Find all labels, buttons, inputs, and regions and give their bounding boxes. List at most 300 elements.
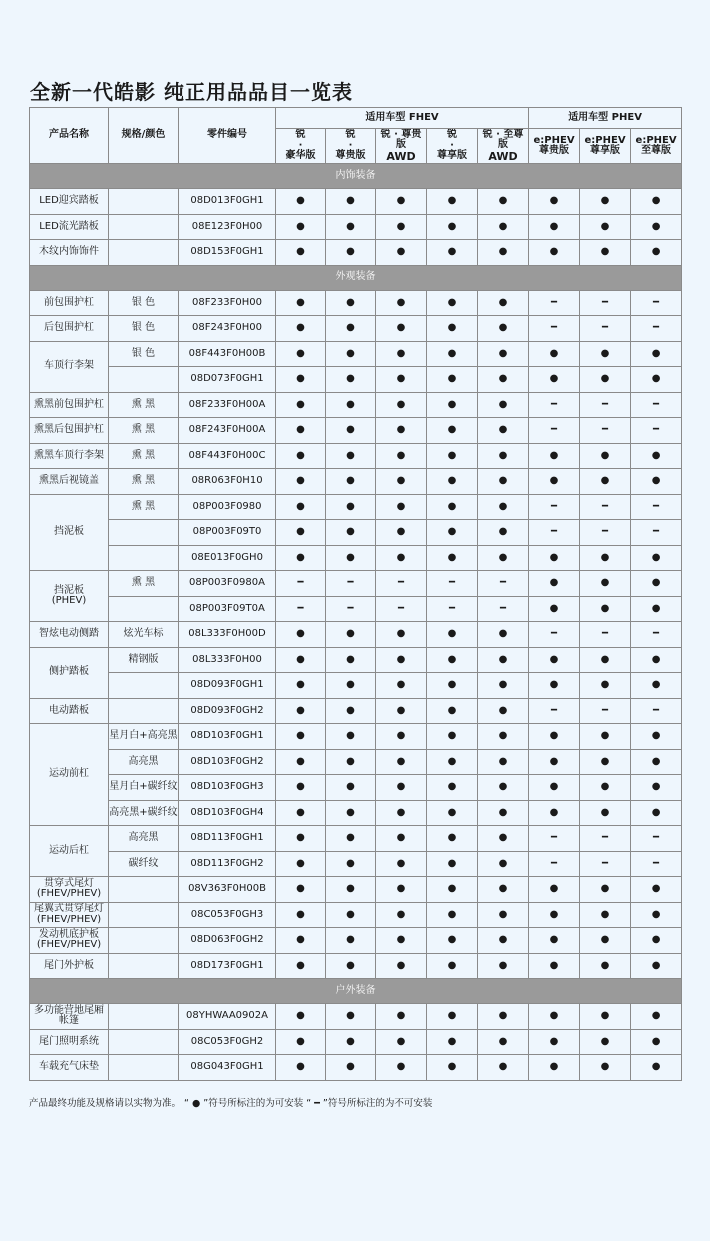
installable-dot: ● xyxy=(376,851,427,877)
part-number-cell: 08F243F0H00 xyxy=(179,316,276,342)
installable-dot: ● xyxy=(529,749,580,775)
installable-dot: ● xyxy=(276,545,326,571)
installable-dot: ● xyxy=(478,240,529,266)
installable-dot: ● xyxy=(631,214,682,240)
header-spec-color: 规格/颜色 xyxy=(109,108,179,164)
installable-dot: ● xyxy=(376,290,427,316)
spec-color-cell xyxy=(109,1029,179,1055)
installable-dot: ● xyxy=(326,647,376,673)
installable-dot: ● xyxy=(376,316,427,342)
header-model-line: 至尊版 xyxy=(641,145,672,156)
installable-dot: ● xyxy=(529,800,580,826)
table-row xyxy=(30,851,682,877)
installable-dot: ● xyxy=(529,214,580,240)
part-number-cell: 08D013F0GH1 xyxy=(179,189,276,215)
part-number-cell: 08G043F0GH1 xyxy=(179,1055,276,1081)
table-row xyxy=(30,877,682,903)
header-model-line: 锐 xyxy=(295,129,306,141)
installable-dot: ● xyxy=(276,749,326,775)
product-name-line: (FHEV/PHEV) xyxy=(36,913,102,925)
installable-dot: ● xyxy=(326,443,376,469)
installable-dot: ● xyxy=(276,647,326,673)
part-number-cell: 08P003F0980 xyxy=(179,494,276,520)
installable-dot: ● xyxy=(478,341,529,367)
installable-dot: ● xyxy=(326,953,376,979)
product-name-cell: 运动前杠 xyxy=(30,724,109,826)
spec-color-cell xyxy=(109,545,179,571)
table-row xyxy=(30,367,682,393)
table-row xyxy=(30,647,682,673)
category-row xyxy=(30,979,682,1004)
installable-dot: ● xyxy=(276,953,326,979)
installable-dot: ● xyxy=(427,240,478,266)
spec-color-cell xyxy=(109,240,179,266)
installable-dot: ● xyxy=(376,826,427,852)
installable-dot: ● xyxy=(427,392,478,418)
part-number-cell: 08D093F0GH1 xyxy=(179,673,276,699)
installable-dot: ● xyxy=(529,443,580,469)
product-name-cell xyxy=(30,902,109,928)
spec-color-cell: 熏 黑 xyxy=(109,418,179,444)
installable-dot: ● xyxy=(427,826,478,852)
installable-dot: ● xyxy=(478,800,529,826)
product-name-cell: 尾门照明系统 xyxy=(30,1029,109,1055)
installable-dot: ● xyxy=(326,724,376,750)
not-installable-dash: ━ xyxy=(631,494,682,520)
installable-dot: ● xyxy=(276,1029,326,1055)
installable-dot: ● xyxy=(580,469,631,495)
header-model-7 xyxy=(580,129,631,164)
table-row xyxy=(30,596,682,622)
installable-dot: ● xyxy=(631,1004,682,1030)
installable-dot: ● xyxy=(276,469,326,495)
installable-dot: ● xyxy=(580,953,631,979)
category-row xyxy=(30,265,682,290)
installable-dot: ● xyxy=(478,902,529,928)
header-model-line: AWD xyxy=(386,149,416,163)
installable-dot: ● xyxy=(326,1004,376,1030)
product-name-cell xyxy=(30,928,109,954)
table-row xyxy=(30,545,682,571)
product-name-line: (FHEV/PHEV) xyxy=(36,888,102,900)
part-number-cell: 08YHWAA0902A xyxy=(179,1004,276,1030)
installable-dot: ● xyxy=(478,1004,529,1030)
installable-dot: ● xyxy=(376,877,427,903)
installable-dot: ● xyxy=(478,673,529,699)
part-number-cell: 08E123F0H00 xyxy=(179,214,276,240)
header-model-line: 豪华版 xyxy=(285,150,316,162)
product-table xyxy=(29,107,682,1081)
installable-dot: ● xyxy=(631,1055,682,1081)
not-installable-dash: ━ xyxy=(580,392,631,418)
part-number-cell: 08F233F0H00 xyxy=(179,290,276,316)
table-row xyxy=(30,214,682,240)
installable-dot: ● xyxy=(276,800,326,826)
not-installable-dash: ━ xyxy=(529,392,580,418)
installable-dot: ● xyxy=(276,367,326,393)
installable-dot: ● xyxy=(427,341,478,367)
product-name-cell: 多功能营地尾厢帐篷 xyxy=(30,1004,109,1030)
installable-dot: ● xyxy=(478,520,529,546)
header-model-line: e:PHEV xyxy=(635,134,677,146)
not-installable-dash: ━ xyxy=(376,571,427,597)
installable-dot: ● xyxy=(376,902,427,928)
not-installable-dash: ━ xyxy=(427,571,478,597)
product-name-cell: 运动后杠 xyxy=(30,826,109,877)
spec-color-cell xyxy=(109,214,179,240)
spec-color-cell: 银 色 xyxy=(109,316,179,342)
spec-color-cell: 精钢版 xyxy=(109,647,179,673)
header-phev-group: 适用车型 PHEV xyxy=(529,108,682,129)
installable-dot: ● xyxy=(631,596,682,622)
installable-dot: ● xyxy=(580,1055,631,1081)
installable-dot: ● xyxy=(326,1029,376,1055)
part-number-cell: 08D103F0GH3 xyxy=(179,775,276,801)
installable-dot: ● xyxy=(276,189,326,215)
installable-dot: ● xyxy=(326,800,376,826)
not-installable-dash: ━ xyxy=(580,316,631,342)
installable-dot: ● xyxy=(276,214,326,240)
installable-dot: ● xyxy=(631,800,682,826)
header-model-line: · xyxy=(298,139,303,151)
part-number-cell: 08D173F0GH1 xyxy=(179,953,276,979)
not-installable-dash: ━ xyxy=(529,851,580,877)
installable-dot: ● xyxy=(376,341,427,367)
installable-dot: ● xyxy=(427,749,478,775)
installable-dot: ● xyxy=(427,1029,478,1055)
not-installable-dash: ━ xyxy=(529,622,580,648)
installable-dot: ● xyxy=(427,443,478,469)
header-model-6 xyxy=(529,129,580,164)
installable-dot: ● xyxy=(529,775,580,801)
part-number-cell: 08V363F0H00B xyxy=(179,877,276,903)
not-installable-dash: ━ xyxy=(529,494,580,520)
installable-dot: ● xyxy=(326,392,376,418)
header-model-3 xyxy=(376,129,427,164)
installable-dot: ● xyxy=(631,749,682,775)
installable-dot: ● xyxy=(478,622,529,648)
product-name-line: (PHEV) xyxy=(51,595,87,606)
header-model-line: 尊享版 xyxy=(437,150,467,162)
installable-dot: ● xyxy=(427,290,478,316)
part-number-cell: 08R063F0H10 xyxy=(179,469,276,495)
part-number-cell: 08D063F0GH2 xyxy=(179,928,276,954)
installable-dot: ● xyxy=(276,290,326,316)
installable-dot: ● xyxy=(276,851,326,877)
installable-dot: ● xyxy=(427,647,478,673)
header-model-5 xyxy=(478,129,529,164)
not-installable-dash: ━ xyxy=(580,851,631,877)
part-number-cell: 08F443F0H00B xyxy=(179,341,276,367)
spec-color-cell xyxy=(109,902,179,928)
not-installable-dash: ━ xyxy=(580,290,631,316)
not-installable-dash: ━ xyxy=(478,596,529,622)
installable-dot: ● xyxy=(276,622,326,648)
product-name-cell: LED迎宾踏板 xyxy=(30,189,109,215)
installable-dot: ● xyxy=(376,1055,427,1081)
installable-dot: ● xyxy=(326,418,376,444)
table-row xyxy=(30,418,682,444)
installable-dot: ● xyxy=(427,953,478,979)
installable-dot: ● xyxy=(631,1029,682,1055)
installable-dot: ● xyxy=(580,902,631,928)
installable-dot: ● xyxy=(529,1004,580,1030)
installable-dot: ● xyxy=(376,749,427,775)
not-installable-dash: ━ xyxy=(326,571,376,597)
table-row xyxy=(30,443,682,469)
part-number-cell: 08F443F0H00C xyxy=(179,443,276,469)
installable-dot: ● xyxy=(631,341,682,367)
part-number-cell: 08P003F0980A xyxy=(179,571,276,597)
header-model-1 xyxy=(276,129,326,164)
product-name-cell: 前包围护杠 xyxy=(30,290,109,316)
installable-dot: ● xyxy=(631,240,682,266)
part-number-cell: 08L333F0H00D xyxy=(179,622,276,648)
spec-color-cell xyxy=(109,520,179,546)
installable-dot: ● xyxy=(427,673,478,699)
product-name-cell xyxy=(30,877,109,903)
not-installable-dash: ━ xyxy=(631,622,682,648)
product-name-cell: 木纹内饰饰件 xyxy=(30,240,109,266)
installable-dot: ● xyxy=(580,545,631,571)
not-installable-dash: ━ xyxy=(529,520,580,546)
installable-dot: ● xyxy=(326,214,376,240)
installable-dot: ● xyxy=(529,877,580,903)
table-row xyxy=(30,392,682,418)
spec-color-cell: 熏 黑 xyxy=(109,443,179,469)
spec-color-cell xyxy=(109,1055,179,1081)
installable-dot: ● xyxy=(478,698,529,724)
part-number-cell: 08D103F0GH1 xyxy=(179,724,276,750)
part-number-cell: 08D093F0GH2 xyxy=(179,698,276,724)
table-row xyxy=(30,953,682,979)
installable-dot: ● xyxy=(376,494,427,520)
installable-dot: ● xyxy=(631,928,682,954)
table-row xyxy=(30,928,682,954)
installable-dot: ● xyxy=(276,1055,326,1081)
product-name-cell xyxy=(30,571,109,622)
header-part-number: 零件编号 xyxy=(179,108,276,164)
not-installable-dash: ━ xyxy=(326,596,376,622)
product-name-line: (FHEV/PHEV) xyxy=(36,939,102,951)
not-installable-dash: ━ xyxy=(631,851,682,877)
installable-dot: ● xyxy=(276,418,326,444)
header-model-line: 尊享版 xyxy=(590,145,621,156)
product-name-cell: 熏黑后包围护杠 xyxy=(30,418,109,444)
installable-dot: ● xyxy=(580,367,631,393)
installable-dot: ● xyxy=(427,367,478,393)
installable-dot: ● xyxy=(376,1029,427,1055)
installable-dot: ● xyxy=(427,775,478,801)
spec-color-cell xyxy=(109,367,179,393)
header-model-2 xyxy=(326,129,376,164)
installable-dot: ● xyxy=(580,724,631,750)
spec-color-cell xyxy=(109,953,179,979)
not-installable-dash: ━ xyxy=(580,622,631,648)
not-installable-dash: ━ xyxy=(631,316,682,342)
header-model-line: e:PHEV xyxy=(584,134,626,146)
table-row xyxy=(30,290,682,316)
installable-dot: ● xyxy=(580,214,631,240)
spec-color-cell xyxy=(109,596,179,622)
installable-dot: ● xyxy=(427,902,478,928)
part-number-cell: 08F243F0H00A xyxy=(179,418,276,444)
product-name-cell: 侧护踏板 xyxy=(30,647,109,698)
not-installable-dash: ━ xyxy=(580,826,631,852)
installable-dot: ● xyxy=(376,1004,427,1030)
installable-dot: ● xyxy=(326,520,376,546)
installable-dot: ● xyxy=(478,443,529,469)
installable-dot: ● xyxy=(276,520,326,546)
table-row xyxy=(30,800,682,826)
installable-dot: ● xyxy=(631,545,682,571)
installable-dot: ● xyxy=(529,240,580,266)
not-installable-dash: ━ xyxy=(276,596,326,622)
installable-dot: ● xyxy=(376,240,427,266)
table-row xyxy=(30,749,682,775)
not-installable-dash: ━ xyxy=(580,418,631,444)
installable-dot: ● xyxy=(631,571,682,597)
installable-dot: ● xyxy=(580,240,631,266)
installable-dot: ● xyxy=(376,520,427,546)
header-model-line: AWD xyxy=(488,149,518,163)
spec-color-cell: 高亮黑 xyxy=(109,749,179,775)
installable-dot: ● xyxy=(478,392,529,418)
installable-dot: ● xyxy=(376,392,427,418)
header-product-name: 产品名称 xyxy=(30,108,109,164)
installable-dot: ● xyxy=(529,724,580,750)
header-model-line: 锐 xyxy=(447,129,457,141)
table-row xyxy=(30,826,682,852)
not-installable-dash: ━ xyxy=(631,290,682,316)
header-model-8 xyxy=(631,129,682,164)
part-number-cell: 08D153F0GH1 xyxy=(179,240,276,266)
part-number-cell: 08C053F0GH3 xyxy=(179,902,276,928)
installable-dot: ● xyxy=(326,673,376,699)
installable-dot: ● xyxy=(376,698,427,724)
product-name-cell: 车载充气床垫 xyxy=(30,1055,109,1081)
installable-dot: ● xyxy=(376,673,427,699)
not-installable-dash: ━ xyxy=(529,418,580,444)
category-label: 户外装备 xyxy=(30,979,682,1004)
product-name-line: 发动机底护板 xyxy=(39,928,99,940)
header-model-line: 锐 · 至尊版 xyxy=(482,128,524,151)
installable-dot: ● xyxy=(478,545,529,571)
header-model-line: · xyxy=(348,139,353,151)
not-installable-dash: ━ xyxy=(631,520,682,546)
installable-dot: ● xyxy=(580,749,631,775)
installable-dot: ● xyxy=(631,443,682,469)
installable-dot: ● xyxy=(580,571,631,597)
spec-color-cell xyxy=(109,928,179,954)
product-name-cell: LED流光踏板 xyxy=(30,214,109,240)
installable-dot: ● xyxy=(376,647,427,673)
installable-dot: ● xyxy=(631,724,682,750)
product-name-cell: 挡泥板 xyxy=(30,494,109,571)
product-name-line: 挡泥板 xyxy=(54,584,84,596)
installable-dot: ● xyxy=(529,545,580,571)
category-label: 内饰装备 xyxy=(30,164,682,189)
table-row xyxy=(30,571,682,597)
installable-dot: ● xyxy=(631,673,682,699)
table-row xyxy=(30,240,682,266)
installable-dot: ● xyxy=(478,724,529,750)
installable-dot: ● xyxy=(276,392,326,418)
installable-dot: ● xyxy=(631,775,682,801)
installable-dot: ● xyxy=(326,545,376,571)
installable-dot: ● xyxy=(631,953,682,979)
spec-color-cell: 熏 黑 xyxy=(109,571,179,597)
installable-dot: ● xyxy=(478,928,529,954)
installable-dot: ● xyxy=(478,214,529,240)
part-number-cell: 08F233F0H00A xyxy=(179,392,276,418)
product-name-cell: 后包围护杠 xyxy=(30,316,109,342)
product-name-cell: 熏黑后视镜盖 xyxy=(30,469,109,495)
installable-dot: ● xyxy=(276,698,326,724)
header-model-line: · xyxy=(450,139,454,151)
spec-color-cell: 高亮黑+碳纤纹 xyxy=(109,800,179,826)
installable-dot: ● xyxy=(376,800,427,826)
installable-dot: ● xyxy=(427,698,478,724)
not-installable-dash: ━ xyxy=(631,698,682,724)
category-label: 外观装备 xyxy=(30,265,682,290)
installable-dot: ● xyxy=(631,902,682,928)
header-model-line: 尊贵版 xyxy=(539,145,570,156)
installable-dot: ● xyxy=(427,1055,478,1081)
installable-dot: ● xyxy=(631,189,682,215)
installable-dot: ● xyxy=(376,418,427,444)
installable-dot: ● xyxy=(631,469,682,495)
category-row xyxy=(30,164,682,189)
product-name-cell: 智炫电动侧踏 xyxy=(30,622,109,648)
spec-color-cell: 银 色 xyxy=(109,341,179,367)
spec-color-cell xyxy=(109,673,179,699)
installable-dot: ● xyxy=(580,775,631,801)
table-row xyxy=(30,1055,682,1081)
installable-dot: ● xyxy=(478,877,529,903)
installable-dot: ● xyxy=(478,826,529,852)
installable-dot: ● xyxy=(376,928,427,954)
header-model-line: 锐 xyxy=(345,129,356,141)
installable-dot: ● xyxy=(529,928,580,954)
installable-dot: ● xyxy=(326,928,376,954)
installable-dot: ● xyxy=(529,1055,580,1081)
table-row xyxy=(30,673,682,699)
header-model-line: 尊贵版 xyxy=(335,150,366,162)
table-row xyxy=(30,469,682,495)
not-installable-dash: ━ xyxy=(529,316,580,342)
not-installable-dash: ━ xyxy=(529,826,580,852)
installable-dot: ● xyxy=(376,953,427,979)
installable-dot: ● xyxy=(276,775,326,801)
installable-dot: ● xyxy=(478,851,529,877)
part-number-cell: 08L333F0H00 xyxy=(179,647,276,673)
installable-dot: ● xyxy=(326,775,376,801)
installable-dot: ● xyxy=(376,545,427,571)
spec-color-cell: 熏 黑 xyxy=(109,469,179,495)
part-number-cell: 08E013F0GH0 xyxy=(179,545,276,571)
installable-dot: ● xyxy=(326,469,376,495)
installable-dot: ● xyxy=(376,622,427,648)
not-installable-dash: ━ xyxy=(580,698,631,724)
part-number-cell: 08D103F0GH2 xyxy=(179,749,276,775)
spec-color-cell: 熏 黑 xyxy=(109,494,179,520)
installable-dot: ● xyxy=(529,189,580,215)
installable-dot: ● xyxy=(427,1004,478,1030)
product-name-line: 贯穿式尾灯 xyxy=(44,877,94,889)
installable-dot: ● xyxy=(427,800,478,826)
table-row xyxy=(30,1004,682,1030)
